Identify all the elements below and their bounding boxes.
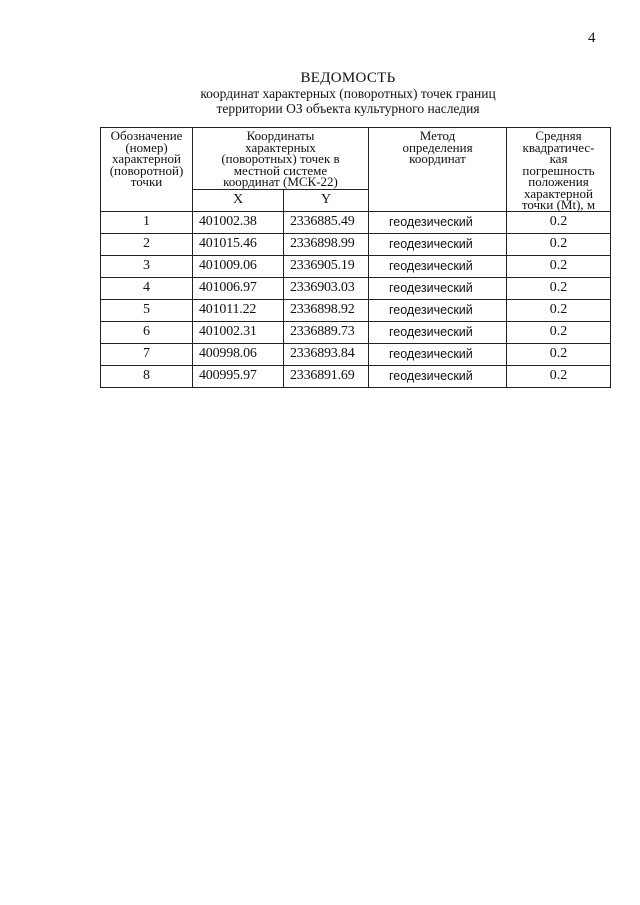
error-value: 0.2 <box>507 343 611 365</box>
error-value: 0.2 <box>507 277 611 299</box>
method-value: геодезический <box>369 321 507 343</box>
method-value: геодезический <box>369 211 507 233</box>
table-row <box>101 321 611 343</box>
header-row <box>101 128 611 190</box>
point-number: 8 <box>101 365 193 387</box>
method-value: геодезический <box>369 365 507 387</box>
point-number: 1 <box>101 211 193 233</box>
x-value: 401011.22 <box>193 299 284 321</box>
x-value: 401009.06 <box>193 255 284 277</box>
header-y: Y <box>284 189 369 211</box>
document-subtitle: координат характерных (поворотных) точек границ территории ОЗ объекта культурного наследия <box>200 86 496 116</box>
method-value: геодезический <box>369 255 507 277</box>
coordinates-table <box>100 127 611 388</box>
y-value: 2336889.73 <box>284 321 369 343</box>
point-number: 5 <box>101 299 193 321</box>
header-coordinates: Координаты характерных (поворотных) точек в местной системе координат (МСК-22) <box>193 128 369 190</box>
method-value: геодезический <box>369 277 507 299</box>
x-value: 401006.97 <box>193 277 284 299</box>
point-number: 6 <box>101 321 193 343</box>
error-value: 0.2 <box>507 211 611 233</box>
header-method: Метод определения координат <box>369 128 507 212</box>
y-value: 2336893.84 <box>284 343 369 365</box>
point-number: 7 <box>101 343 193 365</box>
table-row <box>101 365 611 387</box>
table-row <box>101 343 611 365</box>
table-row <box>101 211 611 233</box>
document-title: ВЕДОМОСТЬ <box>300 70 396 86</box>
y-value: 2336891.69 <box>284 365 369 387</box>
table-row <box>101 233 611 255</box>
x-value: 401015.46 <box>193 233 284 255</box>
point-number: 3 <box>101 255 193 277</box>
page-number: 4 <box>588 30 596 46</box>
table-row <box>101 299 611 321</box>
y-value: 2336898.92 <box>284 299 369 321</box>
x-value: 401002.31 <box>193 321 284 343</box>
table-row <box>101 255 611 277</box>
header-error: Средняя квадратичес- кая погрешность положения характерной точки (Mt), м <box>507 128 611 212</box>
y-value: 2336903.03 <box>284 277 369 299</box>
error-value: 0.2 <box>507 233 611 255</box>
title-block <box>98 70 598 116</box>
method-value: геодезический <box>369 233 507 255</box>
method-value: геодезический <box>369 299 507 321</box>
x-value: 400995.97 <box>193 365 284 387</box>
method-value: геодезический <box>369 343 507 365</box>
error-value: 0.2 <box>507 321 611 343</box>
point-number: 4 <box>101 277 193 299</box>
error-value: 0.2 <box>507 255 611 277</box>
y-value: 2336905.19 <box>284 255 369 277</box>
x-value: 400998.06 <box>193 343 284 365</box>
x-value: 401002.38 <box>193 211 284 233</box>
table-row <box>101 277 611 299</box>
error-value: 0.2 <box>507 299 611 321</box>
y-value: 2336885.49 <box>284 211 369 233</box>
y-value: 2336898.99 <box>284 233 369 255</box>
header-point: Обозначение (номер) характерной (поворотной) точки <box>101 128 193 212</box>
error-value: 0.2 <box>507 365 611 387</box>
point-number: 2 <box>101 233 193 255</box>
header-x: X <box>193 189 284 211</box>
